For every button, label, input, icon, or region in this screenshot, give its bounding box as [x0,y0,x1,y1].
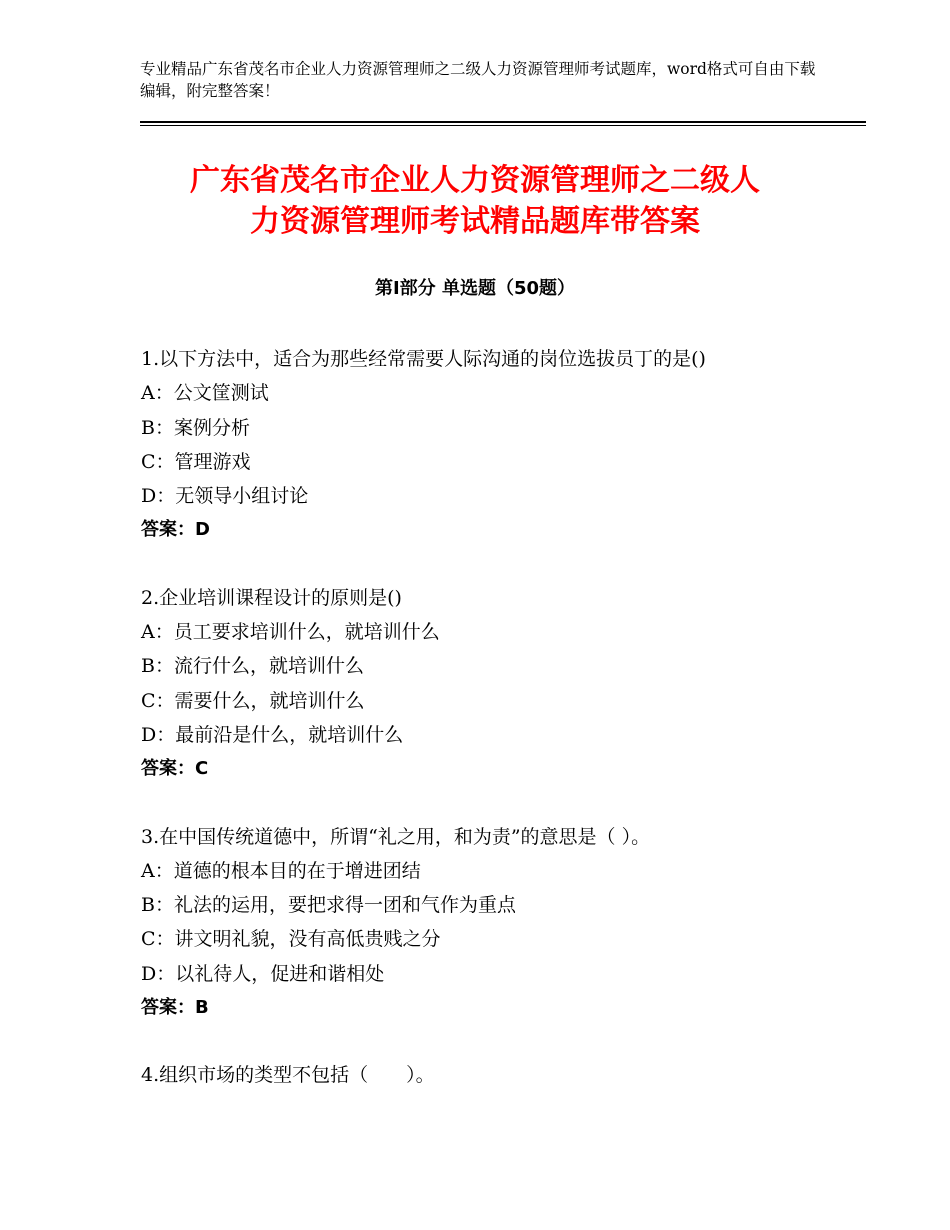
option-d: D：以礼待人，促进和谐相处 [141,962,385,985]
option-a: A：公文筐测试 [141,382,269,405]
option-d: D：最前沿是什么，就培训什么 [141,723,404,746]
section-heading: 第Ⅰ部分 单选题（50题） [374,278,575,299]
question-3 [141,820,831,1026]
option-d: D：无领导小组讨论 [141,485,309,508]
option-b: B：流行什么，就培训什么 [141,655,364,678]
answer: 答案：B [141,997,209,1019]
option-c: C：讲文明礼貌，没有高低贵贱之分 [141,928,441,951]
header-divider-thin [140,125,866,126]
option-b: B：礼法的运用，要把求得一团和气作为重点 [141,894,516,917]
answer: 答案：C [141,758,209,780]
header-divider-thick [140,121,866,123]
question-list [141,342,831,1126]
document-title-line-1: 广东省茂名市企业人力资源管理师之二级人 [190,163,760,198]
option-a: A：员工要求培训什么，就培训什么 [141,621,440,644]
answer: 答案：D [141,519,210,541]
document-title-line-2: 力资源管理师考试精品题库带答案 [250,204,700,239]
option-c: C：需要什么，就培训什么 [141,689,365,712]
question-2 [141,581,831,787]
option-b: B：案例分析 [141,416,250,439]
question-stem: 2.企业培训课程设计的原则是() [141,586,402,609]
option-a: A：道德的根本目的在于增进团结 [141,859,421,882]
header-note: 专业精品广东省茂名市企业人力资源管理师之二级人力资源管理师考试题库，word格式可自由下载编辑，附完整答案！ [140,60,816,100]
question-stem: 1.以下方法中，适合为那些经常需要人际沟通的岗位选拔员丁的是() [141,348,706,370]
question-stem: 4.组织市场的类型不包括（ ）。 [141,1064,435,1087]
question-stem: 3.在中国传统道德中，所谓“礼之用，和为责”的意思是（ ）。 [141,825,651,848]
question-1 [141,342,831,548]
question-4 [141,1058,831,1092]
document-title [120,160,830,242]
option-c: C：管理游戏 [141,450,251,473]
